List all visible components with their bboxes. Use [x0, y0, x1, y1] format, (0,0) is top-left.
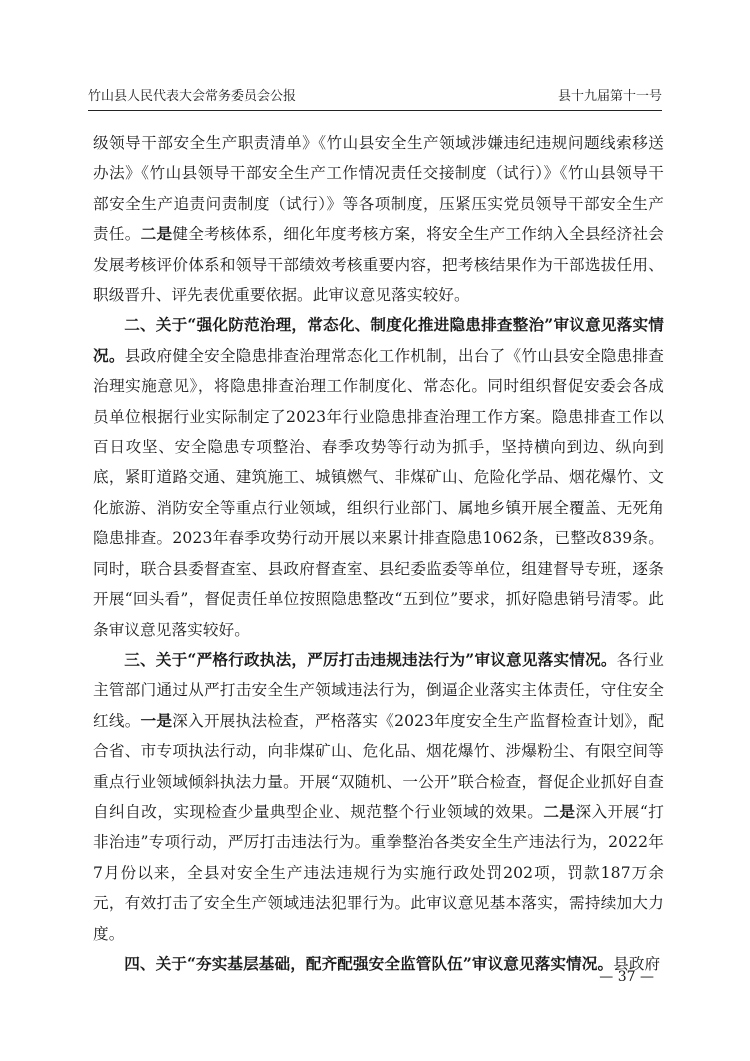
paragraph-3-text: 各行业主管部门通过从严打击安全生产领域违法行为，倒逼企业落实主体责任，守住安全红线。	[93, 650, 664, 730]
paragraph-1	[93, 128, 664, 310]
paragraph-3-point-2-text: 深入开展“打非治违”专项行动，严厉打击违法行为。重拳整治各类安全生产违法行为，2022年7月份以来，全县对安全生产违法违规行为实施行政处罚202项，罚款187万余元，有效打击了安全生产领域违法犯罪行为。此审议意见基本落实，需持续加大力度。	[93, 802, 664, 943]
header-rule	[88, 110, 662, 111]
gazette-title: 竹山县人民代表大会常务委员会公报	[88, 89, 297, 104]
paragraph-2-text: 县政府健全安全隐患排查治理常态化工作机制，出台了《竹山县安全隐患排查治理实施意见》，将隐患排查治理工作制度化、常态化。同时组织督促安委会各成员单位根据行业实际制定了2023年行业隐患排查治理工作方案。隐患排查工作以百日攻坚、安全隐患专项整治、春季攻势等行动为抓手，坚持横向到边、纵向到底，紧盯道路交通、建筑施工、城镇燃气、非煤矿山、危险化学品、烟花爆竹、文化旅游、消防安全等重点行业领域，组织行业部门、属地乡镇开展全覆盖、无死角隐患排查。2023年春季攻势行动开展以来累计排查隐患1062条，已整改839条。同时，联合县委督查室、县政府督查室、县纪委监委等单位，组建督导专班，逐条开展“回头看”，督促责任单位按照隐患整改“五到位”要求，抓好隐患销号清零。此条审议意见落实较好。	[93, 346, 664, 639]
paragraph-1-text: 级领导干部安全生产职责清单》《竹山县安全生产领域涉嫌违纪违规问题线索移送办法》《竹山县领导干部安全生产工作情况责任交接制度（试行）》《竹山县领导干部安全生产追责问责制度（试行）》等各项制度，压紧压实党员领导干部安全生产责任。	[93, 134, 664, 244]
paragraph-3-point-2-head: 二是	[543, 801, 576, 821]
page-number: — 37 —	[599, 969, 654, 985]
paragraph-3	[93, 645, 664, 949]
paragraph-4	[93, 949, 664, 979]
body-text	[93, 128, 664, 979]
paragraph-4-text: 县政府	[613, 954, 661, 973]
paragraph-4-heading: 四、关于“夯实基层基础，配齐配强安全监管队伍”审议意见落实情况。	[124, 953, 614, 973]
paragraph-2	[93, 310, 664, 644]
issue-number: 县十九届第十一号	[557, 89, 662, 104]
page-header	[88, 86, 662, 108]
paragraph-1-point-2-head: 二是	[140, 224, 173, 244]
paragraph-3-point-1-head: 一是	[140, 710, 173, 730]
paragraph-2-heading: 二、关于“强化防范治理，常态化、制度化推进隐患排查整治”审议意见落实情况。	[93, 315, 664, 365]
paragraph-1-point-2-text: 健全考核体系，细化年度考核方案，将安全生产工作纳入全县经济社会发展考核评价体系和领导干部绩效考核重要内容，把考核结果作为干部选拔任用、职级晋升、评先表优重要依据。此审议意见落实较好。	[93, 225, 664, 305]
paragraph-3-point-1-text: 深入开展执法检查，严格落实《2023年度安全生产监督检查计划》，配合省、市专项执法行动，向非煤矿山、危化品、烟花爆竹、涉爆粉尘、有限空间等重点行业领域倾斜执法力量。开展“双随机、一公开”联合检查，督促企业抓好自查自纠自改，实现检查少量典型企业、规范整个行业领域的效果。	[93, 711, 665, 821]
paragraph-3-heading: 三、关于“严格行政执法，严厉打击违规违法行为”审议意见落实情况。	[124, 649, 617, 669]
